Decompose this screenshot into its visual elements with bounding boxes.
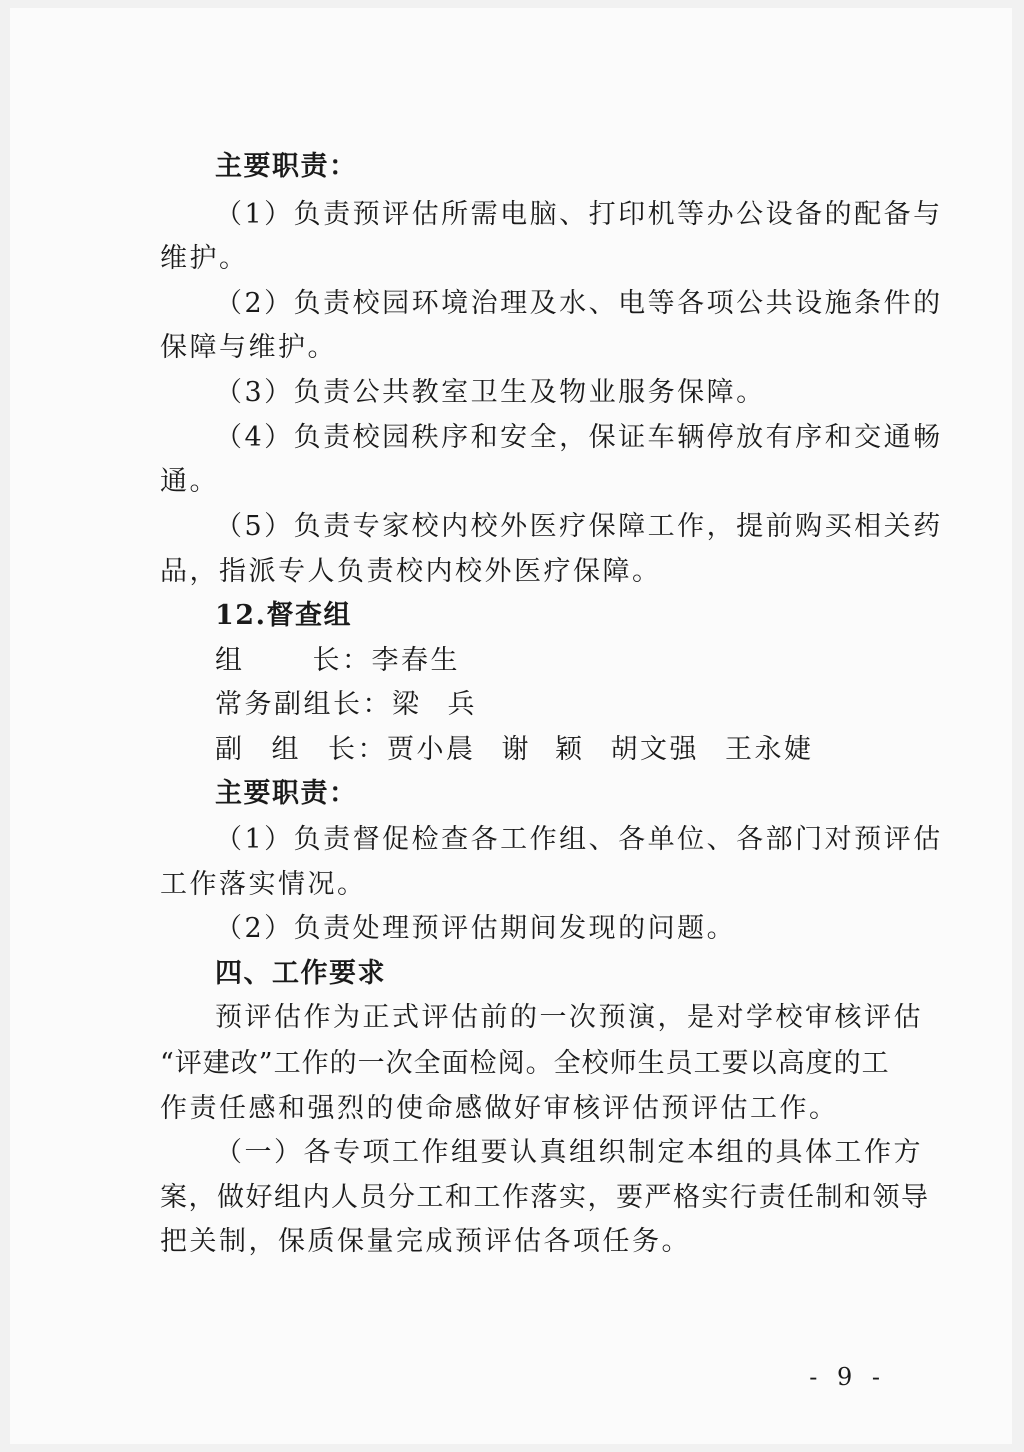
document-page xyxy=(10,8,1012,1444)
roster-exec-deputy xyxy=(215,683,477,727)
list-item-line: 保障与维护。 xyxy=(160,332,337,363)
list-item-line: 工作落实情况。 xyxy=(160,869,367,900)
list-item-line: （5）负责专家校内校外医疗保障工作，提前购买相关药 xyxy=(215,511,943,542)
roster-name: 谢 xyxy=(501,734,531,765)
roster-label: 长： xyxy=(312,645,372,676)
page-number: - 9 - xyxy=(809,1363,886,1391)
roster-label: 长： xyxy=(328,734,387,765)
paragraph-line: 作责任感和强烈的使命感做好审核评估预评估工作。 xyxy=(160,1093,839,1124)
list-item-line: （2）负责校园环境治理及水、电等各项公共设施条件的 xyxy=(215,288,943,319)
list-item-line: 通。 xyxy=(160,466,219,497)
section-heading: 主要职责： xyxy=(215,151,358,182)
roster-name: 颖 xyxy=(555,734,585,765)
section-heading: 主要职责： xyxy=(215,778,358,809)
list-item-line: （1）负责预评估所需电脑、打印机等办公设备的配备与 xyxy=(215,199,943,230)
roster-name: 李春生 xyxy=(371,645,460,676)
list-item-line: （4）负责校园秩序和安全，保证车辆停放有序和交通畅 xyxy=(215,422,943,453)
section-heading: 四、工作要求 xyxy=(215,958,386,989)
roster-label: 组 xyxy=(215,645,245,676)
list-item-line: 品，指派专人负责校内校外医疗保障。 xyxy=(160,556,662,587)
paragraph-line: 案，做好组内人员分工和工作落实，要严格实行责任制和领导 xyxy=(160,1182,930,1213)
roster-name: 梁 xyxy=(392,689,422,720)
roster-name: 兵 xyxy=(447,689,477,720)
roster-name: 胡文强 xyxy=(610,734,699,765)
roster-leader xyxy=(215,639,460,683)
list-item-line: （3）负责公共教室卫生及物业服务保障。 xyxy=(215,377,766,408)
list-item-line: （1）负责督促检查各工作组、各单位、各部门对预评估 xyxy=(215,824,943,855)
roster-label: 常务副组长： xyxy=(215,689,392,720)
roster-name: 王永婕 xyxy=(725,734,814,765)
paragraph-line: 把关制，保质保量完成预评估各项任务。 xyxy=(160,1226,691,1257)
roster-deputies xyxy=(215,728,814,772)
paragraph-line: “评建改”工作的一次全面检阅。全校师生员工要以高度的工 xyxy=(160,1048,890,1079)
roster-label: 组 xyxy=(271,734,301,765)
paragraph-line: （一）各专项工作组要认真组织制定本组的具体工作方 xyxy=(215,1137,923,1168)
list-item-line: 维护。 xyxy=(160,243,249,274)
paragraph-line: 预评估作为正式评估前的一次预演，是对学校审核评估 xyxy=(215,1002,923,1033)
roster-name: 贾小晨 xyxy=(387,734,476,765)
group-heading: 12.督查组 xyxy=(215,600,352,631)
roster-label: 副 xyxy=(215,734,245,765)
list-item-line: （2）负责处理预评估期间发现的问题。 xyxy=(215,913,737,944)
